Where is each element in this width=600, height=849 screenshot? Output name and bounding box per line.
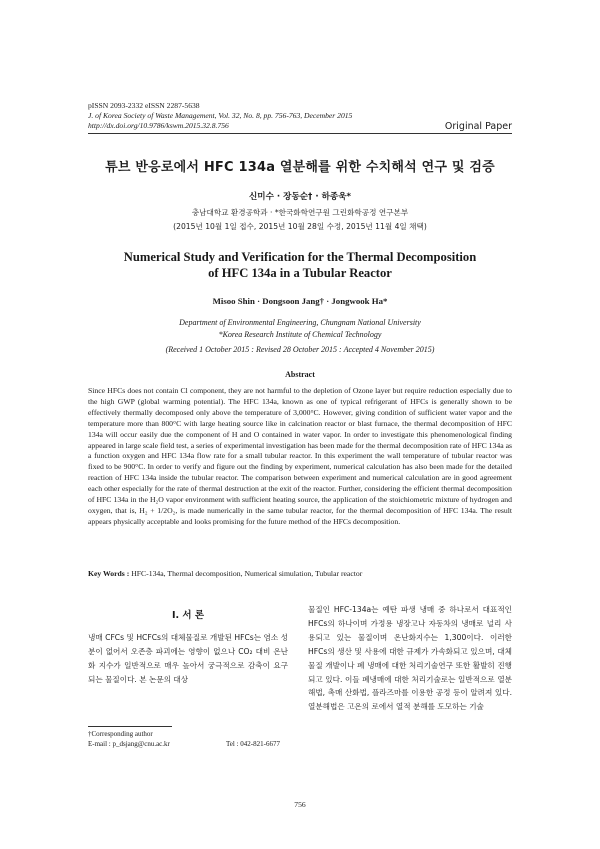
keywords-label: Key Words : xyxy=(88,569,130,578)
issn-line: pISSN 2093-2332 eISSN 2287-5638 xyxy=(88,101,200,110)
english-affiliation-line2: *Korea Research Institute of Chemical Technology xyxy=(218,330,382,339)
section-heading-introduction: I. 서 론 xyxy=(171,610,205,621)
footnote-divider xyxy=(88,726,172,727)
english-title-line2: of HFC 134a in a Tubular Reactor xyxy=(208,266,392,280)
footnote-email: E-mail : p_dsjang@cnu.ac.kr xyxy=(88,740,170,748)
keywords xyxy=(88,569,362,578)
english-title xyxy=(88,249,512,281)
english-affiliation xyxy=(88,317,512,341)
footnote-tel: Tel : 042-821-6677 xyxy=(226,740,280,748)
header-divider xyxy=(88,133,512,134)
korean-authors: 신미수 · 장동순† · 하종욱* xyxy=(248,192,351,202)
korean-title: 튜브 반응로에서 HFC 134a 열분해를 위한 수치해석 연구 및 검증 xyxy=(105,160,495,175)
korean-affiliation: 충남대학교 환경공학과 · *한국화학연구원 그린화학공정 연구본부 xyxy=(191,208,409,217)
paper-type-label: Original Paper xyxy=(444,121,512,132)
english-affiliation-line1: Department of Environmental Engineering, Chungnam National University xyxy=(179,318,421,327)
footnote-corresponding: †Corresponding author xyxy=(88,730,153,738)
keywords-text: HFC-134a, Thermal decomposition, Numerical simulation, Tubular reactor xyxy=(131,569,363,578)
doi-link[interactable]: http://dx.doi.org/10.9786/kswm.2015.32.8.756 xyxy=(88,121,229,130)
abstract-heading: Abstract xyxy=(285,370,315,379)
intro-right-column: 물질인 HFC-134a는 예탄 파생 냉매 중 하나로서 대표적인 HFCs의 하나이며 가정용 냉장고나 자동차의 냉매로 널리 사용되고 있는 물질이며 온난화지수는 1,300이다. 이러한 HFCs의 생산 및 사용에 대한 규제가 가속화되고 있으며, 대체물질 개발이나 폐 냉매에 대한 처리기술연구 또한 활발히 진행되고 있다. 이들 폐냉매에 대한 처리기술로는 일반적으로 열분해법, 촉매 산화법, 플라즈마를 이용한 공정 등이 알려져 있다. 열분해법은 고온의 로에서 열적 분해를 도모하는 기술 xyxy=(308,605,512,712)
english-dates: (Received 1 October 2015 : Revised 28 October 2015 : Accepted 4 November 2015) xyxy=(165,345,435,354)
abstract-text: Since HFCs does not contain Cl component, they are not harmful to the depletion of Ozone layer but require reduction especially due to the high GWP (global warming potential). The HFC 134a, known as one of typical refrigerant of HFCs is generally shown to be effectively thermally decomposed only above the temperature of 3,000°C. However, giving condition of sufficient water vapor and the temperature more than 800°C with large heating source like in calcination reactor or blast furnace, the thermal decomposition of HFC 134a will occur easily due the component of H and O contained in water vapor. In order to investigate this phenomenological finding appeared in large scale field test, a series of experimental investigation has been made for the thermal decomposition rate of HFC 134a as a function oxygen and HFC 134a flow rate for a small tubular reactor. In this experiment the wall temperature of tubular reactor was fixed to be 900°C. In order to verify and figure out the finding by experiment, numerical calculation has also been made for the detailed reaction of HFC 134a inside the tubular reactor. The comparison between experiment and numerical calculation are in good agreement each other especially for the rate of thermal destruction at the exit of the reactor. Further, considering the efficient thermal decomposition of HFC 134a in the H₂O vapor environment with sufficient heating source, the application of the stoichiometric mixture of hydrogen and oxygen, that is, H₂ + 1/2O₂, is made numerically in the same tubular reactor, for the thermal decomposition of HFC 134a. The result appears physically acceptable and looks promising for the future method of the HFCs decomposition. xyxy=(88,386,512,526)
korean-dates: (2015년 10월 1일 접수, 2015년 10월 28일 수정, 2015년 11월 4일 채택) xyxy=(173,222,427,231)
journal-citation: J. of Korea Society of Waste Management, Vol. 32, No. 8, pp. 756-763, December 2015 xyxy=(88,111,353,120)
page-number: 756 xyxy=(294,800,306,809)
intro-left-column: 냉매 CFCs 및 HCFCs의 대체물질로 개발된 HFCs는 염소 성분이 없어서 오존층 파괴에는 영향이 없으나 CO₂ 대비 온난화 지수가 일반적으로 매우 높아서 궁극적으로 감축이 요구되는 물질이다. 본 논문의 대상 xyxy=(88,633,288,684)
english-title-line1: Numerical Study and Verification for the Thermal Decomposition xyxy=(123,250,477,264)
english-authors: Misoo Shin · Dongsoon Jang† · Jongwook Ha* xyxy=(212,296,388,306)
